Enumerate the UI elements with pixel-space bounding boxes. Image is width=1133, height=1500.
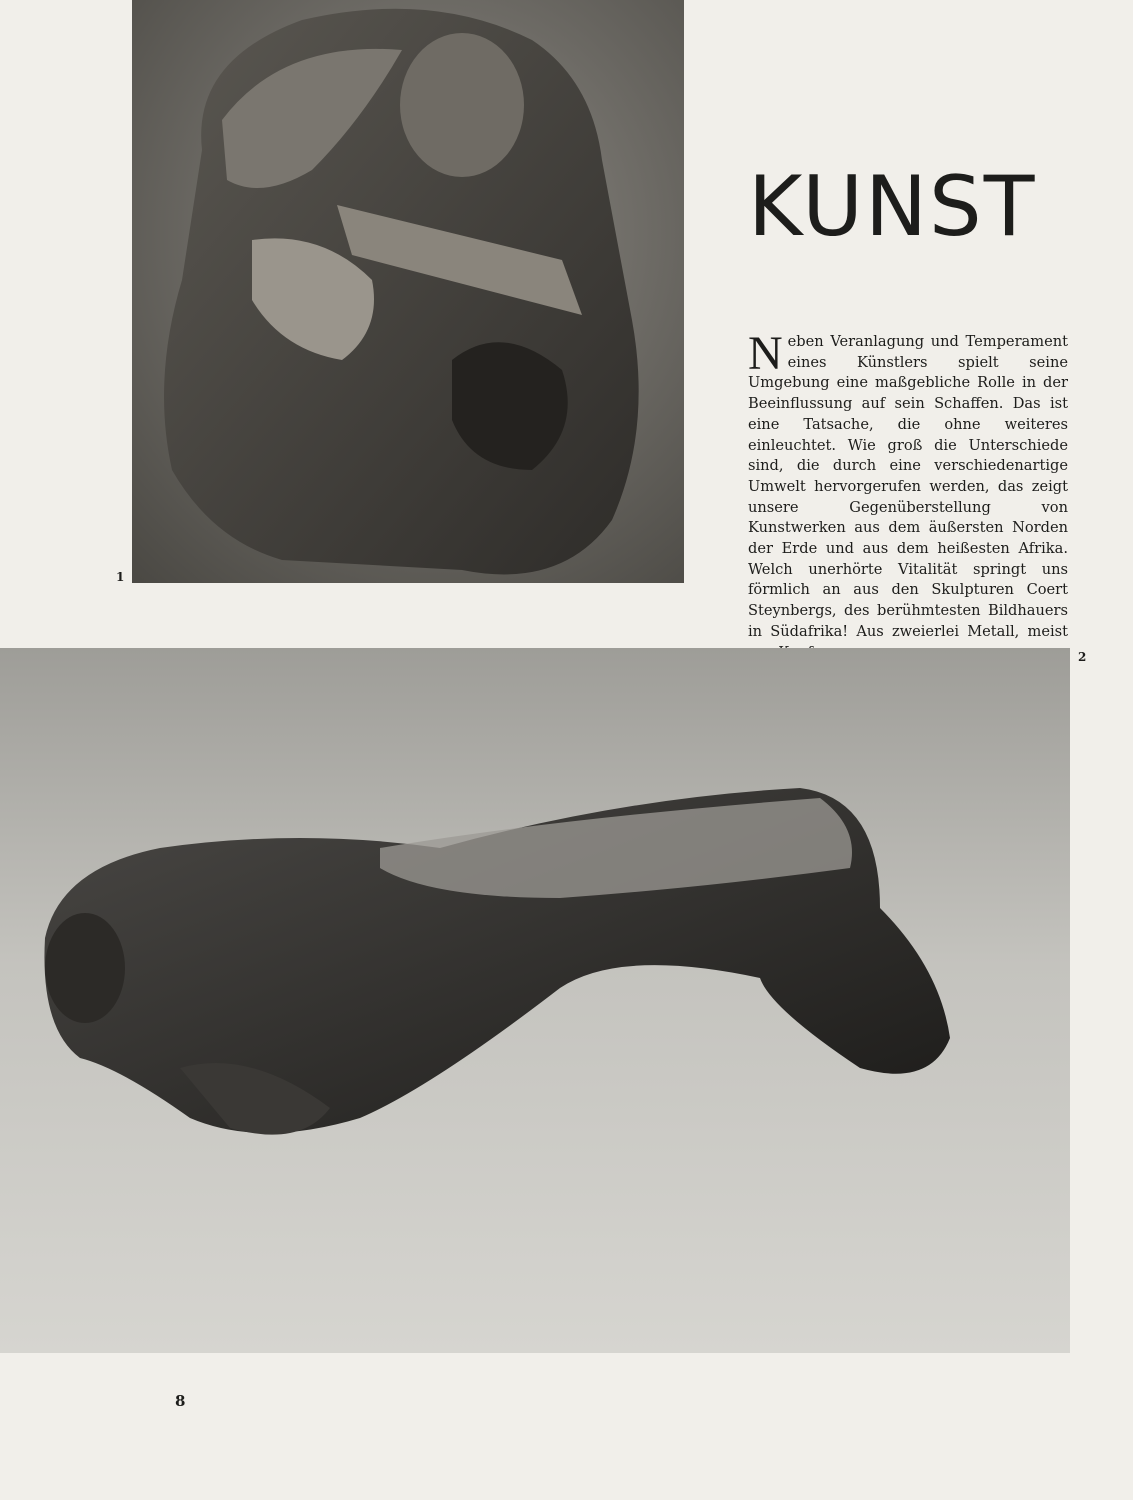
sculpture-image-2 xyxy=(0,648,1070,1353)
drop-cap: N xyxy=(748,327,783,380)
article-body-text: eben Veranlagung und Temperament eines Künstlers spielt seine Umgebung eine maßgebliche Rolle in der Beeinflussung auf sein Schaffen. Das ist eine Tatsache, die ohne weiteres einleuchtet. Wie groß die Unterschiede sind, die durch eine verschiedenartige Umwelt hervorgerufen werden, das zeigt unsere Gegenüberstellung von Kunstwerken aus dem äußersten Norden der Erde und aus dem heißesten Afrika. Welch unerhörte Vitalität springt uns förmlich an aus den Skulpturen Coert Steynbergs, des berühmtesten Bildhauers in Südafrika! Aus zweierlei Metall, meist xyxy=(748,333,1068,640)
sculpture-photo-1 xyxy=(132,0,684,583)
sculpture-image-1 xyxy=(132,0,684,583)
article-body xyxy=(748,327,1068,663)
sculpture-photo-2 xyxy=(0,648,1070,1353)
article-title: KUNST xyxy=(748,158,1037,255)
page-number: 8 xyxy=(175,1392,186,1410)
figure-number-1: 1 xyxy=(116,570,125,584)
figure-number-2: 2 xyxy=(1078,650,1087,664)
